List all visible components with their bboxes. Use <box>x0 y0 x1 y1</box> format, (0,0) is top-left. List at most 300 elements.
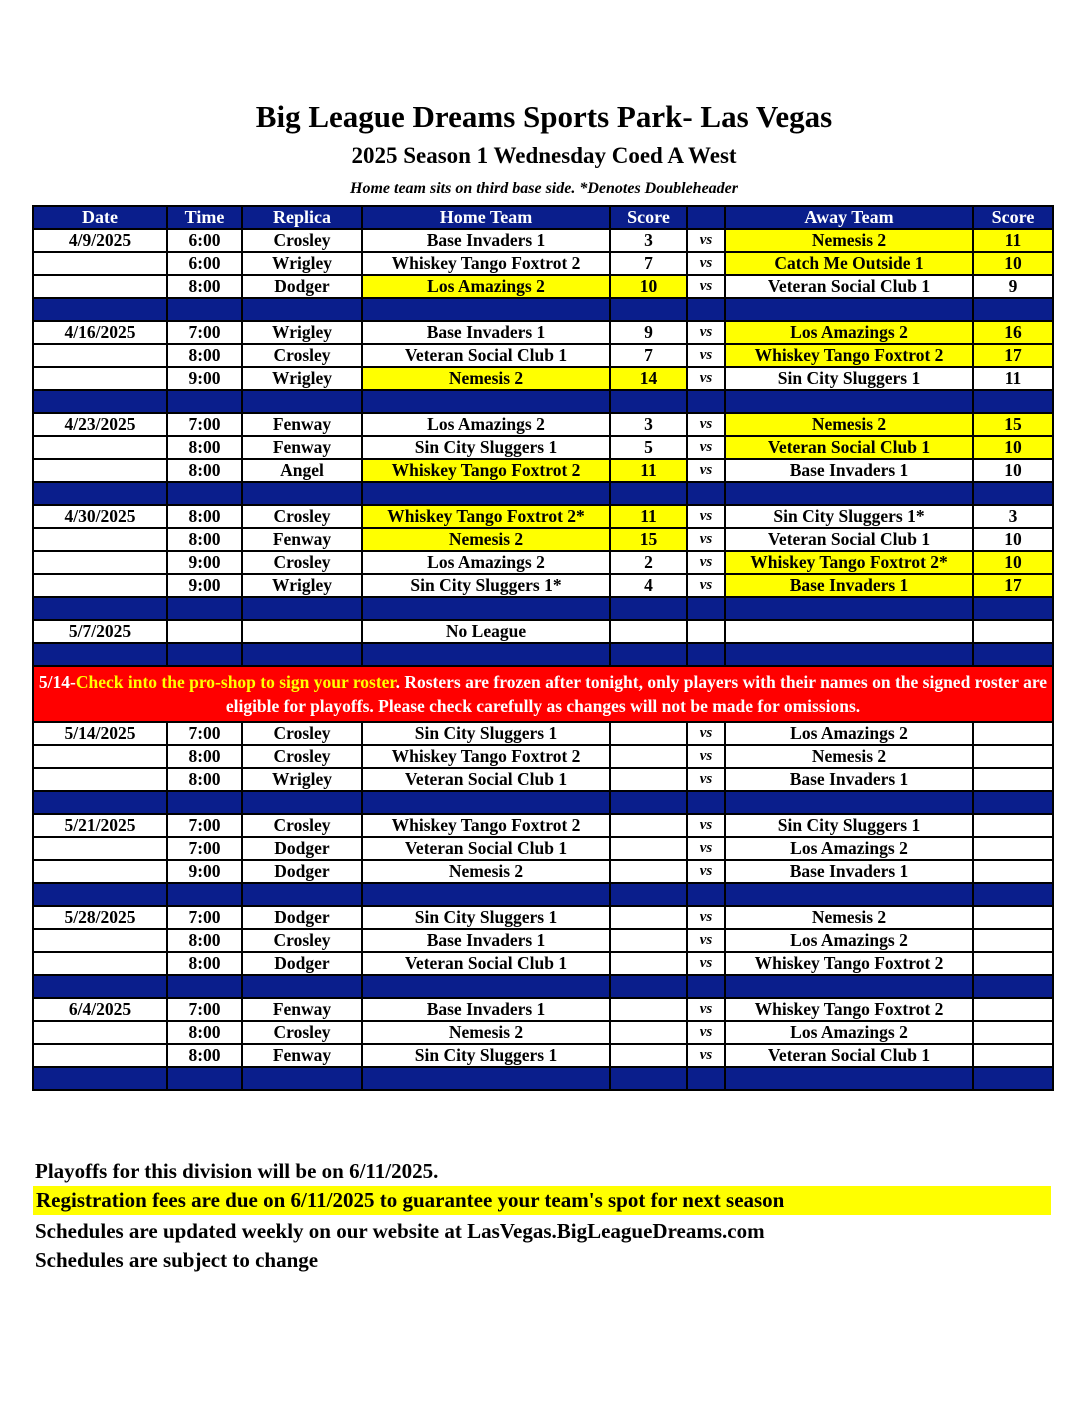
separator-cell <box>687 1067 725 1090</box>
table-row <box>33 952 1053 975</box>
game-time: 8:00 <box>167 436 242 459</box>
home-team: Sin City Sluggers 1* <box>362 574 610 597</box>
separator-cell <box>167 597 242 620</box>
col-header-time: Time <box>167 206 242 229</box>
game-time: 7:00 <box>167 906 242 929</box>
away-score <box>973 998 1053 1021</box>
separator-cell <box>167 643 242 666</box>
separator-cell <box>33 975 167 998</box>
table-row <box>33 574 1053 597</box>
separator-cell <box>725 975 973 998</box>
table-row <box>33 344 1053 367</box>
table-row <box>33 252 1053 275</box>
table-row <box>33 275 1053 298</box>
vs-label: vs <box>687 906 725 929</box>
home-team: Whiskey Tango Foxtrot 2 <box>362 745 610 768</box>
away-score <box>973 620 1053 643</box>
separator-cell <box>687 298 725 321</box>
separator-cell <box>33 597 167 620</box>
game-date: 4/16/2025 <box>33 321 167 344</box>
separator-cell <box>167 791 242 814</box>
separator-cell <box>725 883 973 906</box>
away-score <box>973 745 1053 768</box>
home-score: 10 <box>610 275 687 298</box>
home-team: Veteran Social Club 1 <box>362 344 610 367</box>
vs-label: vs <box>687 551 725 574</box>
away-score: 17 <box>973 344 1053 367</box>
home-score <box>610 745 687 768</box>
table-row <box>33 459 1053 482</box>
game-date <box>33 574 167 597</box>
home-score: 4 <box>610 574 687 597</box>
field-name: Fenway <box>242 413 362 436</box>
home-score: 3 <box>610 229 687 252</box>
away-team: Whiskey Tango Foxtrot 2* <box>725 551 973 574</box>
away-team: Whiskey Tango Foxtrot 2 <box>725 998 973 1021</box>
game-time: 8:00 <box>167 275 242 298</box>
vs-label: vs <box>687 367 725 390</box>
home-score: 14 <box>610 367 687 390</box>
vs-label: vs <box>687 722 725 745</box>
separator-cell <box>362 298 610 321</box>
away-score: 10 <box>973 252 1053 275</box>
away-team: Veteran Social Club 1 <box>725 528 973 551</box>
separator-cell <box>242 597 362 620</box>
separator-cell <box>610 791 687 814</box>
game-date: 5/21/2025 <box>33 814 167 837</box>
away-team: Whiskey Tango Foxtrot 2 <box>725 344 973 367</box>
home-score: 7 <box>610 344 687 367</box>
field-name <box>242 620 362 643</box>
game-time: 7:00 <box>167 837 242 860</box>
game-date <box>33 1021 167 1044</box>
game-date <box>33 1044 167 1067</box>
separator-cell <box>610 597 687 620</box>
table-row <box>33 551 1053 574</box>
field-name: Fenway <box>242 436 362 459</box>
vs-label: vs <box>687 814 725 837</box>
home-score <box>610 768 687 791</box>
home-score <box>610 1021 687 1044</box>
home-team: Sin City Sluggers 1 <box>362 436 610 459</box>
field-name: Wrigley <box>242 574 362 597</box>
field-name: Dodger <box>242 860 362 883</box>
separator-cell <box>687 597 725 620</box>
vs-label: vs <box>687 745 725 768</box>
separator-cell <box>33 643 167 666</box>
game-time: 6:00 <box>167 252 242 275</box>
away-score <box>973 768 1053 791</box>
separator-cell <box>687 791 725 814</box>
vs-label: vs <box>687 837 725 860</box>
separator-cell <box>242 975 362 998</box>
field-name: Crosley <box>242 1021 362 1044</box>
vs-label: vs <box>687 860 725 883</box>
game-time: 6:00 <box>167 229 242 252</box>
away-score: 17 <box>973 574 1053 597</box>
table-row <box>33 1044 1053 1067</box>
away-team: Nemesis 2 <box>725 745 973 768</box>
vs-label: vs <box>687 413 725 436</box>
vs-label: vs <box>687 528 725 551</box>
home-team: Los Amazings 2 <box>362 413 610 436</box>
game-time: 7:00 <box>167 413 242 436</box>
game-date: 4/9/2025 <box>33 229 167 252</box>
home-team: Los Amazings 2 <box>362 275 610 298</box>
table-row <box>33 906 1053 929</box>
field-name: Crosley <box>242 929 362 952</box>
vs-label: vs <box>687 275 725 298</box>
vs-label: vs <box>687 1021 725 1044</box>
home-score: 3 <box>610 413 687 436</box>
home-team: Whiskey Tango Foxtrot 2* <box>362 505 610 528</box>
table-row <box>33 860 1053 883</box>
game-date <box>33 252 167 275</box>
page-title: Big League Dreams Sports Park- Las Vegas <box>255 99 833 134</box>
vs-label: vs <box>687 929 725 952</box>
away-team: Los Amazings 2 <box>725 1021 973 1044</box>
separator-cell <box>725 390 973 413</box>
notice-highlight: Check into the pro-shop to sign your roster <box>75 672 396 692</box>
game-time: 7:00 <box>167 814 242 837</box>
game-date <box>33 275 167 298</box>
table-row <box>33 367 1053 390</box>
field-name: Fenway <box>242 528 362 551</box>
week-separator <box>33 597 1053 620</box>
separator-cell <box>33 883 167 906</box>
home-score: 11 <box>610 505 687 528</box>
home-team: Los Amazings 2 <box>362 551 610 574</box>
home-score <box>610 952 687 975</box>
field-name: Dodger <box>242 837 362 860</box>
field-name: Crosley <box>242 722 362 745</box>
away-score <box>973 1021 1053 1044</box>
separator-cell <box>687 390 725 413</box>
table-row <box>33 505 1053 528</box>
home-team: Whiskey Tango Foxtrot 2 <box>362 459 610 482</box>
separator-cell <box>33 791 167 814</box>
game-date <box>33 860 167 883</box>
away-score: 11 <box>973 367 1053 390</box>
field-name: Fenway <box>242 1044 362 1067</box>
away-team: Nemesis 2 <box>725 413 973 436</box>
vs-label: vs <box>687 952 725 975</box>
separator-cell <box>687 643 725 666</box>
separator-cell <box>973 390 1053 413</box>
separator-cell <box>242 390 362 413</box>
home-score: 2 <box>610 551 687 574</box>
schedule-note: Home team sits on third base side. *Denotes Doubleheader <box>350 180 738 197</box>
separator-cell <box>167 390 242 413</box>
game-time: 9:00 <box>167 860 242 883</box>
home-score: 9 <box>610 321 687 344</box>
field-name: Wrigley <box>242 252 362 275</box>
home-score <box>610 929 687 952</box>
vs-label: vs <box>687 436 725 459</box>
away-score <box>973 722 1053 745</box>
vs-label: vs <box>687 768 725 791</box>
week-separator <box>33 482 1053 505</box>
home-team: Nemesis 2 <box>362 860 610 883</box>
vs-label: vs <box>687 344 725 367</box>
separator-cell <box>362 883 610 906</box>
field-name: Dodger <box>242 906 362 929</box>
home-team: Veteran Social Club 1 <box>362 768 610 791</box>
game-time: 7:00 <box>167 321 242 344</box>
game-date <box>33 952 167 975</box>
separator-cell <box>973 298 1053 321</box>
game-date <box>33 459 167 482</box>
separator-cell <box>725 597 973 620</box>
home-score <box>610 860 687 883</box>
vs-label: vs <box>687 229 725 252</box>
separator-cell <box>362 1067 610 1090</box>
home-team: Nemesis 2 <box>362 528 610 551</box>
separator-cell <box>725 1067 973 1090</box>
table-row <box>33 768 1053 791</box>
away-score: 10 <box>973 528 1053 551</box>
game-date <box>33 344 167 367</box>
separator-cell <box>610 883 687 906</box>
separator-cell <box>33 390 167 413</box>
away-score: 11 <box>973 229 1053 252</box>
separator-cell <box>973 883 1053 906</box>
field-name: Dodger <box>242 952 362 975</box>
away-team: Los Amazings 2 <box>725 321 973 344</box>
vs-label: vs <box>687 459 725 482</box>
away-score: 15 <box>973 413 1053 436</box>
game-date: 4/30/2025 <box>33 505 167 528</box>
separator-cell <box>242 298 362 321</box>
game-time: 8:00 <box>167 459 242 482</box>
separator-cell <box>973 975 1053 998</box>
field-name: Crosley <box>242 814 362 837</box>
game-time: 9:00 <box>167 574 242 597</box>
home-team: Veteran Social Club 1 <box>362 952 610 975</box>
game-time: 8:00 <box>167 1044 242 1067</box>
away-team: Base Invaders 1 <box>725 574 973 597</box>
table-row <box>33 436 1053 459</box>
separator-cell <box>610 482 687 505</box>
field-name: Fenway <box>242 998 362 1021</box>
game-time: 8:00 <box>167 1021 242 1044</box>
away-team: Los Amazings 2 <box>725 722 973 745</box>
home-team: Whiskey Tango Foxtrot 2 <box>362 814 610 837</box>
schedule-body <box>33 229 1053 1090</box>
vs-label: vs <box>687 252 725 275</box>
separator-cell <box>33 1067 167 1090</box>
week-separator <box>33 791 1053 814</box>
table-header-row <box>33 206 1053 229</box>
game-time: 8:00 <box>167 344 242 367</box>
separator-cell <box>687 883 725 906</box>
col-header-home-score: Score <box>610 206 687 229</box>
separator-cell <box>242 883 362 906</box>
table-row <box>33 745 1053 768</box>
home-score: 5 <box>610 436 687 459</box>
separator-cell <box>362 975 610 998</box>
separator-cell <box>687 975 725 998</box>
game-date <box>33 436 167 459</box>
week-separator <box>33 1067 1053 1090</box>
home-score: 7 <box>610 252 687 275</box>
away-score: 10 <box>973 459 1053 482</box>
table-row <box>33 1021 1053 1044</box>
field-name: Crosley <box>242 344 362 367</box>
game-date <box>33 745 167 768</box>
playoffs-note: Playoffs for this division will be on 6/11/2025. <box>35 1159 439 1183</box>
away-score <box>973 929 1053 952</box>
field-name: Crosley <box>242 551 362 574</box>
separator-cell <box>725 791 973 814</box>
away-team: Catch Me Outside 1 <box>725 252 973 275</box>
separator-cell <box>725 643 973 666</box>
game-date: 4/23/2025 <box>33 413 167 436</box>
game-date: 6/4/2025 <box>33 998 167 1021</box>
away-team: Nemesis 2 <box>725 906 973 929</box>
home-score: 11 <box>610 459 687 482</box>
field-name: Crosley <box>242 505 362 528</box>
away-team <box>725 620 973 643</box>
home-score <box>610 620 687 643</box>
away-team: Nemesis 2 <box>725 229 973 252</box>
separator-cell <box>610 643 687 666</box>
table-row <box>33 321 1053 344</box>
separator-cell <box>242 482 362 505</box>
separator-cell <box>167 883 242 906</box>
game-date: 5/14/2025 <box>33 722 167 745</box>
separator-cell <box>362 390 610 413</box>
separator-cell <box>167 482 242 505</box>
away-team: Base Invaders 1 <box>725 860 973 883</box>
home-score <box>610 906 687 929</box>
home-team: Sin City Sluggers 1 <box>362 906 610 929</box>
game-date <box>33 768 167 791</box>
vs-label: vs <box>687 321 725 344</box>
table-row <box>33 814 1053 837</box>
col-header-vs <box>687 206 725 229</box>
game-time: 9:00 <box>167 367 242 390</box>
away-score: 10 <box>973 551 1053 574</box>
website-note: Schedules are updated weekly on our website at LasVegas.BigLeagueDreams.com <box>35 1219 765 1243</box>
roster-notice <box>33 666 1053 722</box>
page-subtitle: 2025 Season 1 Wednesday Coed A West <box>351 143 737 168</box>
separator-cell <box>687 482 725 505</box>
week-separator <box>33 298 1053 321</box>
away-score: 10 <box>973 436 1053 459</box>
vs-label: vs <box>687 998 725 1021</box>
col-header-away-team: Away Team <box>725 206 973 229</box>
away-score <box>973 860 1053 883</box>
separator-cell <box>242 1067 362 1090</box>
away-score <box>973 952 1053 975</box>
table-row <box>33 528 1053 551</box>
separator-cell <box>362 643 610 666</box>
away-team: Sin City Sluggers 1 <box>725 367 973 390</box>
separator-cell <box>725 298 973 321</box>
game-time: 8:00 <box>167 745 242 768</box>
separator-cell <box>242 791 362 814</box>
separator-cell <box>610 1067 687 1090</box>
separator-cell <box>973 597 1053 620</box>
home-team: Base Invaders 1 <box>362 998 610 1021</box>
vs-label: vs <box>687 505 725 528</box>
away-team: Sin City Sluggers 1* <box>725 505 973 528</box>
game-date <box>33 929 167 952</box>
field-name: Crosley <box>242 745 362 768</box>
game-date <box>33 551 167 574</box>
table-row <box>33 229 1053 252</box>
col-header-date: Date <box>33 206 167 229</box>
away-team: Los Amazings 2 <box>725 929 973 952</box>
game-time: 8:00 <box>167 528 242 551</box>
separator-cell <box>362 482 610 505</box>
home-team: Nemesis 2 <box>362 367 610 390</box>
table-row <box>33 837 1053 860</box>
col-header-home-team: Home Team <box>362 206 610 229</box>
field-name: Wrigley <box>242 367 362 390</box>
home-team: Whiskey Tango Foxtrot 2 <box>362 252 610 275</box>
game-time: 7:00 <box>167 998 242 1021</box>
week-separator <box>33 883 1053 906</box>
home-team: Base Invaders 1 <box>362 929 610 952</box>
away-team: Sin City Sluggers 1 <box>725 814 973 837</box>
away-team: Los Amazings 2 <box>725 837 973 860</box>
week-separator <box>33 390 1053 413</box>
game-date <box>33 367 167 390</box>
field-name: Crosley <box>242 229 362 252</box>
table-row <box>33 998 1053 1021</box>
game-time: 8:00 <box>167 929 242 952</box>
away-score: 16 <box>973 321 1053 344</box>
separator-cell <box>973 1067 1053 1090</box>
separator-cell <box>725 482 973 505</box>
notice-lead: 5/14- <box>38 672 76 692</box>
separator-cell <box>33 482 167 505</box>
col-header-replica: Replica <box>242 206 362 229</box>
registration-note: Registration fees are due on 6/11/2025 to guarantee your team's spot for next season <box>33 1186 1051 1215</box>
separator-cell <box>610 298 687 321</box>
separator-cell <box>362 791 610 814</box>
separator-cell <box>973 482 1053 505</box>
home-score <box>610 1044 687 1067</box>
game-time: 9:00 <box>167 551 242 574</box>
home-score <box>610 837 687 860</box>
home-team: Nemesis 2 <box>362 1021 610 1044</box>
game-date <box>33 837 167 860</box>
game-time: 8:00 <box>167 952 242 975</box>
home-score <box>610 814 687 837</box>
separator-cell <box>33 298 167 321</box>
notice-text: . Rosters are frozen after tonight, only players with their names on the signed roster are eligible for playoffs. Please check carefully as changes will not be made for omissions. <box>225 672 1048 716</box>
home-team: Sin City Sluggers 1 <box>362 1044 610 1067</box>
field-name: Wrigley <box>242 768 362 791</box>
game-time: 7:00 <box>167 722 242 745</box>
separator-cell <box>973 791 1053 814</box>
away-score <box>973 814 1053 837</box>
field-name: Wrigley <box>242 321 362 344</box>
home-score <box>610 998 687 1021</box>
home-score <box>610 722 687 745</box>
game-time: 8:00 <box>167 768 242 791</box>
game-date: 5/28/2025 <box>33 906 167 929</box>
away-team: Whiskey Tango Foxtrot 2 <box>725 952 973 975</box>
field-name: Dodger <box>242 275 362 298</box>
away-score <box>973 1044 1053 1067</box>
home-team: Base Invaders 1 <box>362 229 610 252</box>
away-score <box>973 906 1053 929</box>
away-score <box>973 837 1053 860</box>
